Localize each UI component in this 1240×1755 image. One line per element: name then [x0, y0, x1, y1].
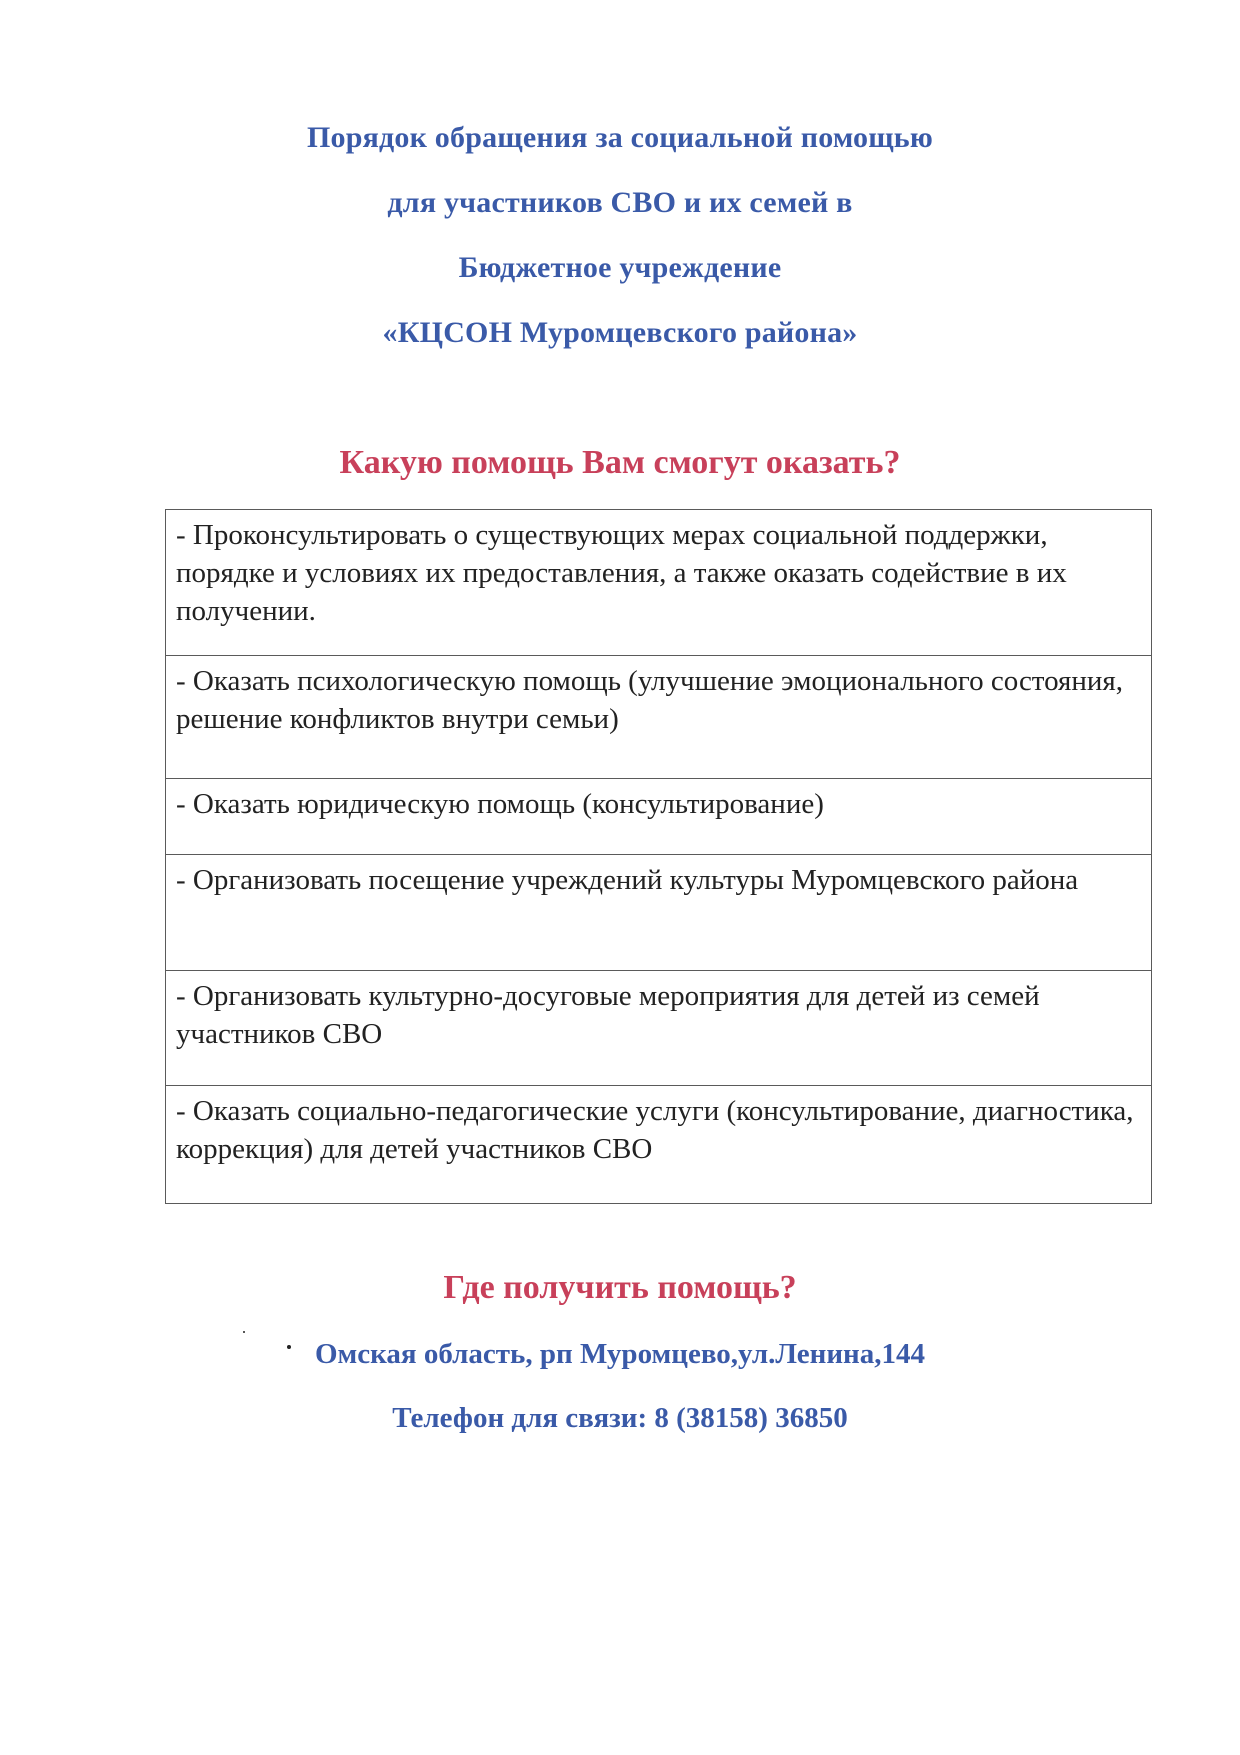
document-heading [0, 105, 1240, 365]
address-line: Омская область, рп Муромцево,ул.Ленина,144 [314, 1338, 926, 1370]
help-item-consultation: - Проконсультировать о существующих мерах социальной поддержки, порядке и условиях их предоставления, а также оказать содействие в их получении. [166, 510, 1152, 656]
table-row [166, 1086, 1152, 1204]
heading-line-1: Порядок обращения за социальной помощью [307, 121, 933, 154]
heading-line-3: Бюджетное учреждение [458, 251, 782, 284]
phone-line: Телефон для связи: 8 (38158) 36850 [392, 1402, 848, 1434]
table-row [166, 779, 1152, 855]
help-item-psychological: - Оказать психологическую помощь (улучшение эмоционального состояния, решение конфликтов внутри семьи) [166, 656, 1152, 779]
help-item-legal: - Оказать юридическую помощь (консультирование) [166, 779, 1152, 855]
help-item-leisure-events: - Организовать культурно-досуговые мероприятия для детей из семей участников СВО [166, 971, 1152, 1086]
table-row [166, 855, 1152, 971]
heading-line-2: для участников СВО и их семей в [387, 186, 853, 219]
where-section-title: Где получить помощь? [443, 1269, 797, 1306]
heading-line-4: «КЦСОН Муромцевского района» [382, 316, 858, 349]
scan-speck [243, 1331, 245, 1333]
help-section-title: Какую помощь Вам смогут оказать? [339, 444, 901, 481]
help-item-culture-visits: - Организовать посещение учреждений культуры Муромцевского района [166, 855, 1152, 971]
table-row [166, 656, 1152, 779]
table-row [166, 971, 1152, 1086]
table-row [166, 510, 1152, 656]
help-table [165, 509, 1152, 1204]
scan-speck [287, 1345, 291, 1349]
help-item-social-pedagogical: - Оказать социально-педагогические услуги (консультирование, диагностика, коррекция) для детей участников СВО [166, 1086, 1152, 1204]
